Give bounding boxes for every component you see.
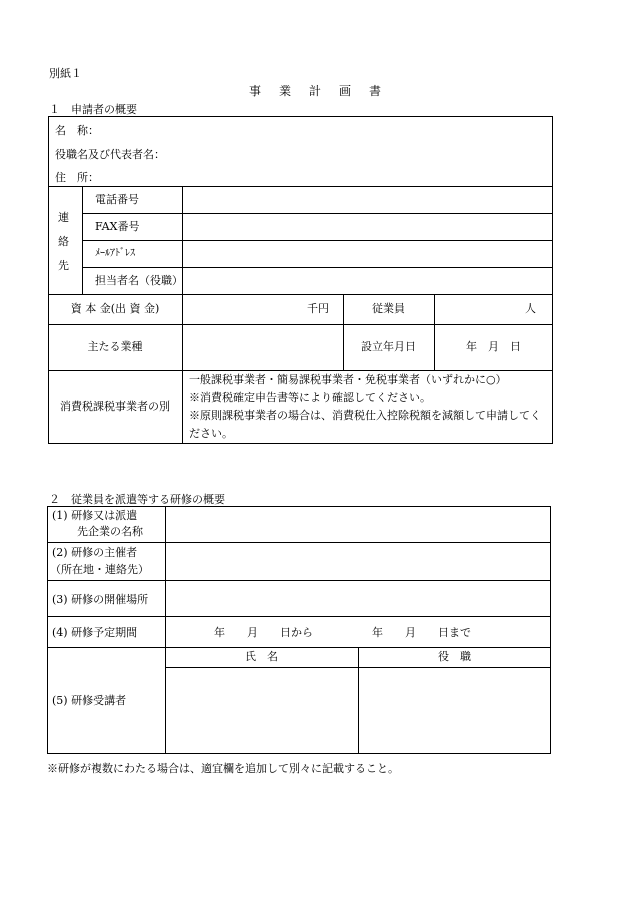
row1-label-line2: 先企業の名称 <box>77 525 143 538</box>
period-to: 年 月 日まで <box>372 626 471 639</box>
divider <box>165 506 166 754</box>
divider <box>48 186 553 187</box>
contact-group-label-2: 絡 <box>58 235 69 248</box>
capital-label: 資 本 金(出 資 金) <box>70 302 160 315</box>
established-label: 設立年月日 <box>361 340 416 353</box>
row3-label: (3) 研修の開催場所 <box>52 593 149 606</box>
tax-line-2: ※消費税確定申告書等により確認してください。 <box>189 391 431 404</box>
divider <box>165 667 551 668</box>
row2-label-line2: （所在地・連絡先） <box>50 563 149 576</box>
established-value: 年 月 日 <box>466 340 521 353</box>
capital-unit: 千円 <box>307 302 329 315</box>
divider <box>82 267 553 268</box>
tax-line-1: 一般課税事業者・簡易課税事業者・免税事業者（いずれかに○） <box>189 373 507 386</box>
annex-label: 別紙１ <box>49 67 82 80</box>
divider <box>48 294 553 295</box>
employees-unit: 人 <box>525 302 536 315</box>
col-position-header: 役 職 <box>438 650 471 663</box>
divider <box>47 542 551 543</box>
address-label: 住 所： <box>55 171 99 184</box>
phone-label: 電話番号 <box>95 193 139 206</box>
tax-line-3: ※原則課税事業者の場合は、消費税仕入控除税額を減額して申請してく <box>189 409 541 422</box>
contact-group-label-1: 連 <box>58 211 69 224</box>
row4-label: (4) 研修予定期間 <box>52 626 138 639</box>
name-label: 名 称： <box>55 124 99 137</box>
col-name-header: 氏 名 <box>245 650 278 663</box>
document-title: 事業計画書 <box>248 84 399 98</box>
tax-line-4: ださい。 <box>189 427 233 440</box>
contact-group-label-3: 先 <box>58 259 69 272</box>
divider <box>47 616 551 617</box>
divider <box>82 240 553 241</box>
industry-label: 主たる業種 <box>87 340 143 353</box>
fax-label: FAX番号 <box>95 220 140 233</box>
footnote: ※研修が複数にわたる場合は、適宜欄を追加して別々に記載すること。 <box>47 762 399 775</box>
divider <box>47 647 551 648</box>
section1-heading: １ 申請者の概要 <box>49 103 137 116</box>
email-label: ﾒｰﾙｱﾄﾞﾚｽ <box>95 248 135 259</box>
divider <box>82 213 553 214</box>
tax-label: 消費税課税事業者の別 <box>60 400 170 413</box>
row2-label-line1: (2) 研修の主催者 <box>52 546 138 559</box>
row1-label-line1: (1) 研修又は派遣 <box>52 509 138 522</box>
section2-heading: ２ 従業員を派遣等する研修の概要 <box>49 493 225 506</box>
divider <box>48 370 553 371</box>
employees-label: 従業員 <box>372 302 405 315</box>
period-from: 年 月 日から <box>214 626 313 639</box>
divider <box>47 580 551 581</box>
representative-label: 役職名及び代表者名： <box>55 148 165 161</box>
row5-label: (5) 研修受講者 <box>52 694 127 707</box>
contact-person-label: 担当者名（役職） <box>95 274 183 287</box>
divider <box>48 324 553 325</box>
